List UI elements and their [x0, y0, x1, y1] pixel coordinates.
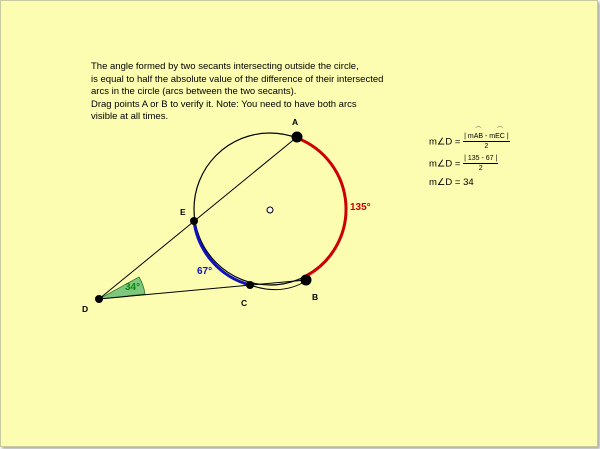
fraction-numerator: | 135 - 67 |: [464, 155, 498, 162]
label-c: C: [241, 298, 248, 308]
label-d: D: [82, 304, 89, 314]
arc-ab: [297, 138, 346, 276]
equation-line-3: m∠D = 34: [429, 177, 474, 188]
angle-d-measure: 34°: [125, 282, 141, 293]
label-b: B: [312, 292, 319, 302]
label-a: A: [292, 117, 299, 127]
fraction: [463, 155, 498, 173]
point-e: [190, 217, 198, 225]
arc-ab-symbol: ⌒ AB: [474, 133, 483, 140]
point-a[interactable]: [292, 132, 303, 143]
fraction: [463, 133, 510, 151]
fraction-denominator: 2: [463, 141, 510, 151]
instruction-line: visible at all times.: [91, 111, 169, 122]
instruction-line: The angle formed by two secants intersecting outside the circle,: [91, 61, 359, 72]
equation-line-2: [429, 155, 498, 173]
fraction-numerator: | m⌒ AB - m⌒ EC |: [463, 133, 510, 141]
equation-line-1: [429, 133, 510, 151]
point-d: [95, 295, 103, 303]
equation-prefix: m∠D =: [429, 158, 464, 170]
secant-diagram: [1, 1, 597, 446]
arc-ec-measure: 67°: [197, 266, 213, 277]
instruction-line: arcs in the circle (arcs between the two secants).: [91, 86, 297, 97]
fraction-denominator: 2: [463, 163, 498, 173]
instruction-line: is equal to half the absolute value of the difference of their intersected: [91, 73, 384, 85]
arc-ab-measure: 135°: [350, 202, 371, 213]
point-c: [246, 281, 254, 289]
point-b[interactable]: [301, 275, 312, 286]
arc-ec-symbol: ⌒ EC: [495, 133, 505, 140]
instruction-line: Drag points A or B to verify it. Note: You need to have both arcs: [91, 98, 357, 110]
equation-prefix: m∠D =: [429, 136, 464, 148]
label-e: E: [180, 207, 186, 217]
center-point: [267, 207, 273, 213]
